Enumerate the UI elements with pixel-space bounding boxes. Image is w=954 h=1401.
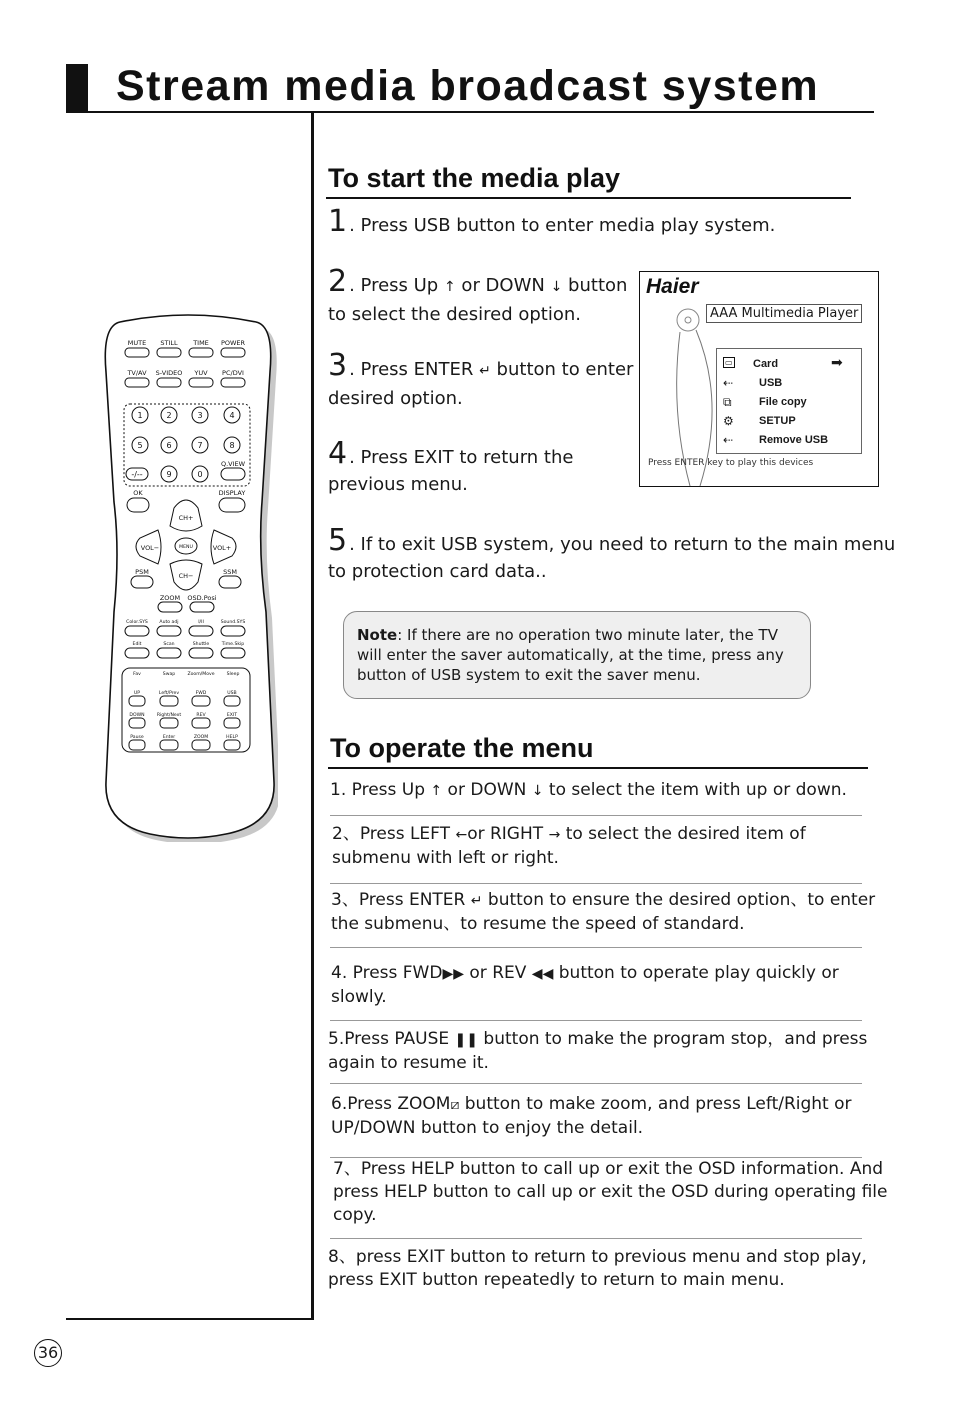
operate-text: or REV	[464, 963, 527, 983]
svg-text:OK: OK	[133, 489, 143, 497]
enter-icon: ↵	[470, 893, 483, 909]
svg-text:HELP: HELP	[226, 735, 238, 740]
svg-text:Color.SYS: Color.SYS	[126, 620, 148, 625]
svg-text:6: 6	[166, 441, 172, 450]
svg-text:POWER: POWER	[220, 339, 246, 347]
svg-text:Sleep: Sleep	[226, 672, 240, 677]
svg-text:SSM: SSM	[223, 568, 237, 576]
svg-text:TIME: TIME	[193, 339, 209, 347]
step-text: button to enter desired option.	[328, 359, 634, 409]
zoom-icon: ⧄	[450, 1097, 460, 1113]
svg-text:DOWN: DOWN	[129, 713, 145, 718]
enter-icon: ↵	[479, 363, 491, 379]
fast-forward-icon: ▶▶	[442, 966, 464, 982]
svg-text:9: 9	[166, 470, 172, 479]
card-icon: ▭	[725, 358, 733, 367]
arrow-down-icon: ↓	[550, 279, 563, 295]
separator	[330, 883, 862, 884]
step-2	[328, 264, 638, 328]
operate-text: or DOWN	[442, 780, 527, 800]
separator	[330, 1020, 862, 1021]
page-number: 36	[34, 1339, 62, 1367]
section-rule	[328, 767, 868, 769]
operate-text: to select the desired item of submenu with left or right.	[332, 824, 806, 868]
osd-screenshot	[639, 271, 879, 487]
step-5	[328, 523, 898, 585]
step-number: 1	[328, 204, 348, 239]
arrow-down-icon: ↓	[531, 783, 544, 799]
remove-usb-icon: ⇠	[723, 433, 734, 447]
pause-icon: ❚❚	[454, 1032, 479, 1048]
bottom-rule	[66, 1318, 314, 1320]
svg-text:Swap: Swap	[162, 672, 176, 677]
osd-item-remove-usb: Remove USB	[759, 434, 829, 446]
svg-text:YUV: YUV	[194, 369, 208, 377]
svg-text:Shuttle: Shuttle	[192, 642, 210, 647]
svg-text:2: 2	[166, 411, 172, 420]
svg-text:USB: USB	[227, 691, 237, 696]
svg-text:Enter: Enter	[162, 735, 176, 740]
step-text: . Press Up	[349, 275, 439, 296]
page-title: Stream media broadcast system	[116, 62, 820, 110]
step-text: . If to exit USB system, you need to return to the main menu to protection card data..	[328, 534, 896, 582]
operate-text: 5.Press PAUSE	[328, 1029, 450, 1049]
file-copy-icon: ⧉	[723, 395, 732, 409]
section-heading-operate-menu: To operate the menu	[330, 733, 594, 763]
svg-text:3: 3	[197, 411, 203, 420]
step-1	[328, 204, 888, 239]
operate-text: 8、press EXIT button to return to previous menu and stop play, press EXIT button repeatedly to return to main menu.	[328, 1247, 867, 1290]
step-number: 4	[328, 436, 348, 471]
svg-text:7: 7	[197, 441, 203, 450]
svg-text:TV/AV: TV/AV	[127, 369, 147, 377]
arrow-up-icon: ↑	[430, 783, 443, 799]
note-text	[357, 625, 797, 685]
separator	[330, 1083, 862, 1084]
osd-item-usb: USB	[759, 377, 783, 389]
step-number: 5	[328, 523, 348, 558]
brand-logo: Haier	[646, 275, 699, 298]
svg-text:EXIT: EXIT	[226, 713, 238, 718]
svg-text:4: 4	[229, 411, 235, 420]
note-label: Note	[357, 626, 398, 644]
svg-text:Pause: Pause	[130, 735, 144, 740]
osd-hint: Press ENTER key to play this devices	[648, 458, 814, 468]
svg-text:OSD.Posi: OSD.Posi	[187, 594, 217, 602]
svg-text:I/II: I/II	[198, 620, 204, 625]
step-text: . Press EXIT to return the previous menu.	[328, 447, 574, 495]
osd-item-card: Card	[753, 358, 779, 370]
separator	[330, 815, 862, 816]
svg-text:UP: UP	[133, 691, 141, 696]
svg-text:DISPLAY: DISPLAY	[218, 489, 246, 497]
svg-text:PC/DVI: PC/DVI	[222, 369, 244, 377]
step-text: . Press USB button to enter media play system.	[349, 215, 776, 236]
operate-item-7	[333, 1158, 893, 1227]
svg-text:CH−: CH−	[178, 572, 194, 580]
step-text: button to select the desired option.	[328, 275, 628, 325]
svg-text:S-VIDEO: S-VIDEO	[155, 369, 183, 377]
svg-text:PSM: PSM	[135, 568, 149, 576]
svg-text:-/--: -/--	[131, 470, 143, 479]
operate-text: 7、Press HELP button to call up or exit the OSD information. And press HELP button to call up or exit the OSD during operating file copy.	[333, 1159, 888, 1225]
svg-text:ZOOM: ZOOM	[193, 735, 209, 740]
operate-item-5	[328, 1028, 898, 1075]
svg-text:Zoom/Move: Zoom/Move	[187, 672, 215, 677]
osd-menu-list	[716, 348, 862, 454]
arrow-up-icon: ↑	[443, 279, 456, 295]
svg-text:Scan: Scan	[163, 642, 175, 647]
operate-item-4	[331, 962, 891, 1009]
operate-text: button to ensure the desired option、to enter the submenu、to resume the speed of standard.	[331, 890, 876, 934]
svg-text:Time.Skip: Time.Skip	[221, 642, 245, 647]
step-text: . Press ENTER	[349, 359, 474, 380]
operate-text: 6.Press ZOOM	[331, 1094, 451, 1114]
title-bar-block	[66, 64, 88, 112]
operate-text: or RIGHT	[467, 824, 544, 844]
svg-text:FWD: FWD	[195, 691, 207, 696]
osd-item-setup: SETUP	[759, 415, 796, 427]
svg-text:VOL−: VOL−	[140, 544, 160, 552]
operate-item-1	[330, 779, 890, 803]
operate-text: button to operate play quickly or slowly.	[331, 963, 839, 1007]
note-box	[343, 611, 811, 699]
svg-text:1: 1	[137, 411, 143, 420]
step-3	[328, 348, 638, 412]
operate-text: button to make zoom, and press Left/Right or UP/DOWN button to enjoy the detail.	[331, 1094, 852, 1138]
operate-text: 1. Press Up	[330, 780, 426, 800]
svg-text:0: 0	[197, 470, 203, 479]
svg-text:MENU: MENU	[179, 545, 193, 550]
svg-text:CH+: CH+	[178, 514, 194, 522]
svg-text:5: 5	[137, 441, 143, 450]
operate-text: to select the item with up or down.	[543, 780, 847, 800]
player-label: AAA Multimedia Player	[706, 304, 862, 323]
operate-item-2	[332, 823, 862, 870]
svg-text:Right/Next: Right/Next	[156, 713, 182, 718]
svg-text:Sound.SYS: Sound.SYS	[220, 620, 246, 625]
svg-text:Q.VIEW: Q.VIEW	[220, 460, 246, 468]
svg-text:REV: REV	[196, 713, 206, 718]
step-text: or DOWN	[455, 275, 545, 296]
separator	[330, 947, 862, 948]
operate-text: button to make the program stop，and press again to resume it.	[328, 1029, 868, 1073]
svg-text:Auto adj: Auto adj	[159, 620, 179, 625]
section-heading-start-media: To start the media play	[328, 163, 621, 193]
svg-text:ZOOM: ZOOM	[159, 594, 181, 602]
remote-control-illustration	[98, 312, 278, 842]
operate-item-6	[331, 1093, 891, 1140]
title-rule	[66, 111, 874, 113]
note-body: : If there are no operation two minute later, the TV will enter the saver automatically, at the time, press any button of USB system to exit the saver menu.	[357, 626, 784, 684]
section-rule	[326, 197, 851, 199]
operate-item-3	[331, 889, 891, 936]
separator	[330, 1238, 862, 1239]
column-divider	[311, 113, 314, 1320]
svg-text:STILL: STILL	[160, 339, 178, 347]
svg-text:Edit: Edit	[132, 642, 142, 647]
setup-icon: ⚙	[723, 414, 734, 428]
osd-item-file-copy: File copy	[759, 396, 807, 408]
svg-text:Fav: Fav	[133, 672, 141, 677]
arrow-left-icon: ←	[455, 827, 468, 843]
operate-item-8	[328, 1246, 903, 1292]
operate-text: 4. Press FWD	[331, 963, 443, 983]
step-number: 3	[328, 348, 348, 383]
usb-icon: ⇠	[723, 376, 734, 390]
step-4	[328, 436, 638, 498]
selection-arrow-icon: ➡	[831, 355, 843, 371]
operate-text: 2、Press LEFT	[332, 824, 451, 844]
step-number: 2	[328, 264, 348, 299]
svg-text:8: 8	[229, 441, 235, 450]
svg-text:VOL+: VOL+	[212, 544, 232, 552]
rewind-icon: ◀◀	[531, 966, 554, 982]
svg-text:MUTE: MUTE	[127, 339, 147, 347]
operate-text: 3、Press ENTER	[331, 890, 466, 910]
svg-text:Left/Prev: Left/Prev	[158, 691, 180, 696]
arrow-right-icon: →	[548, 827, 561, 843]
